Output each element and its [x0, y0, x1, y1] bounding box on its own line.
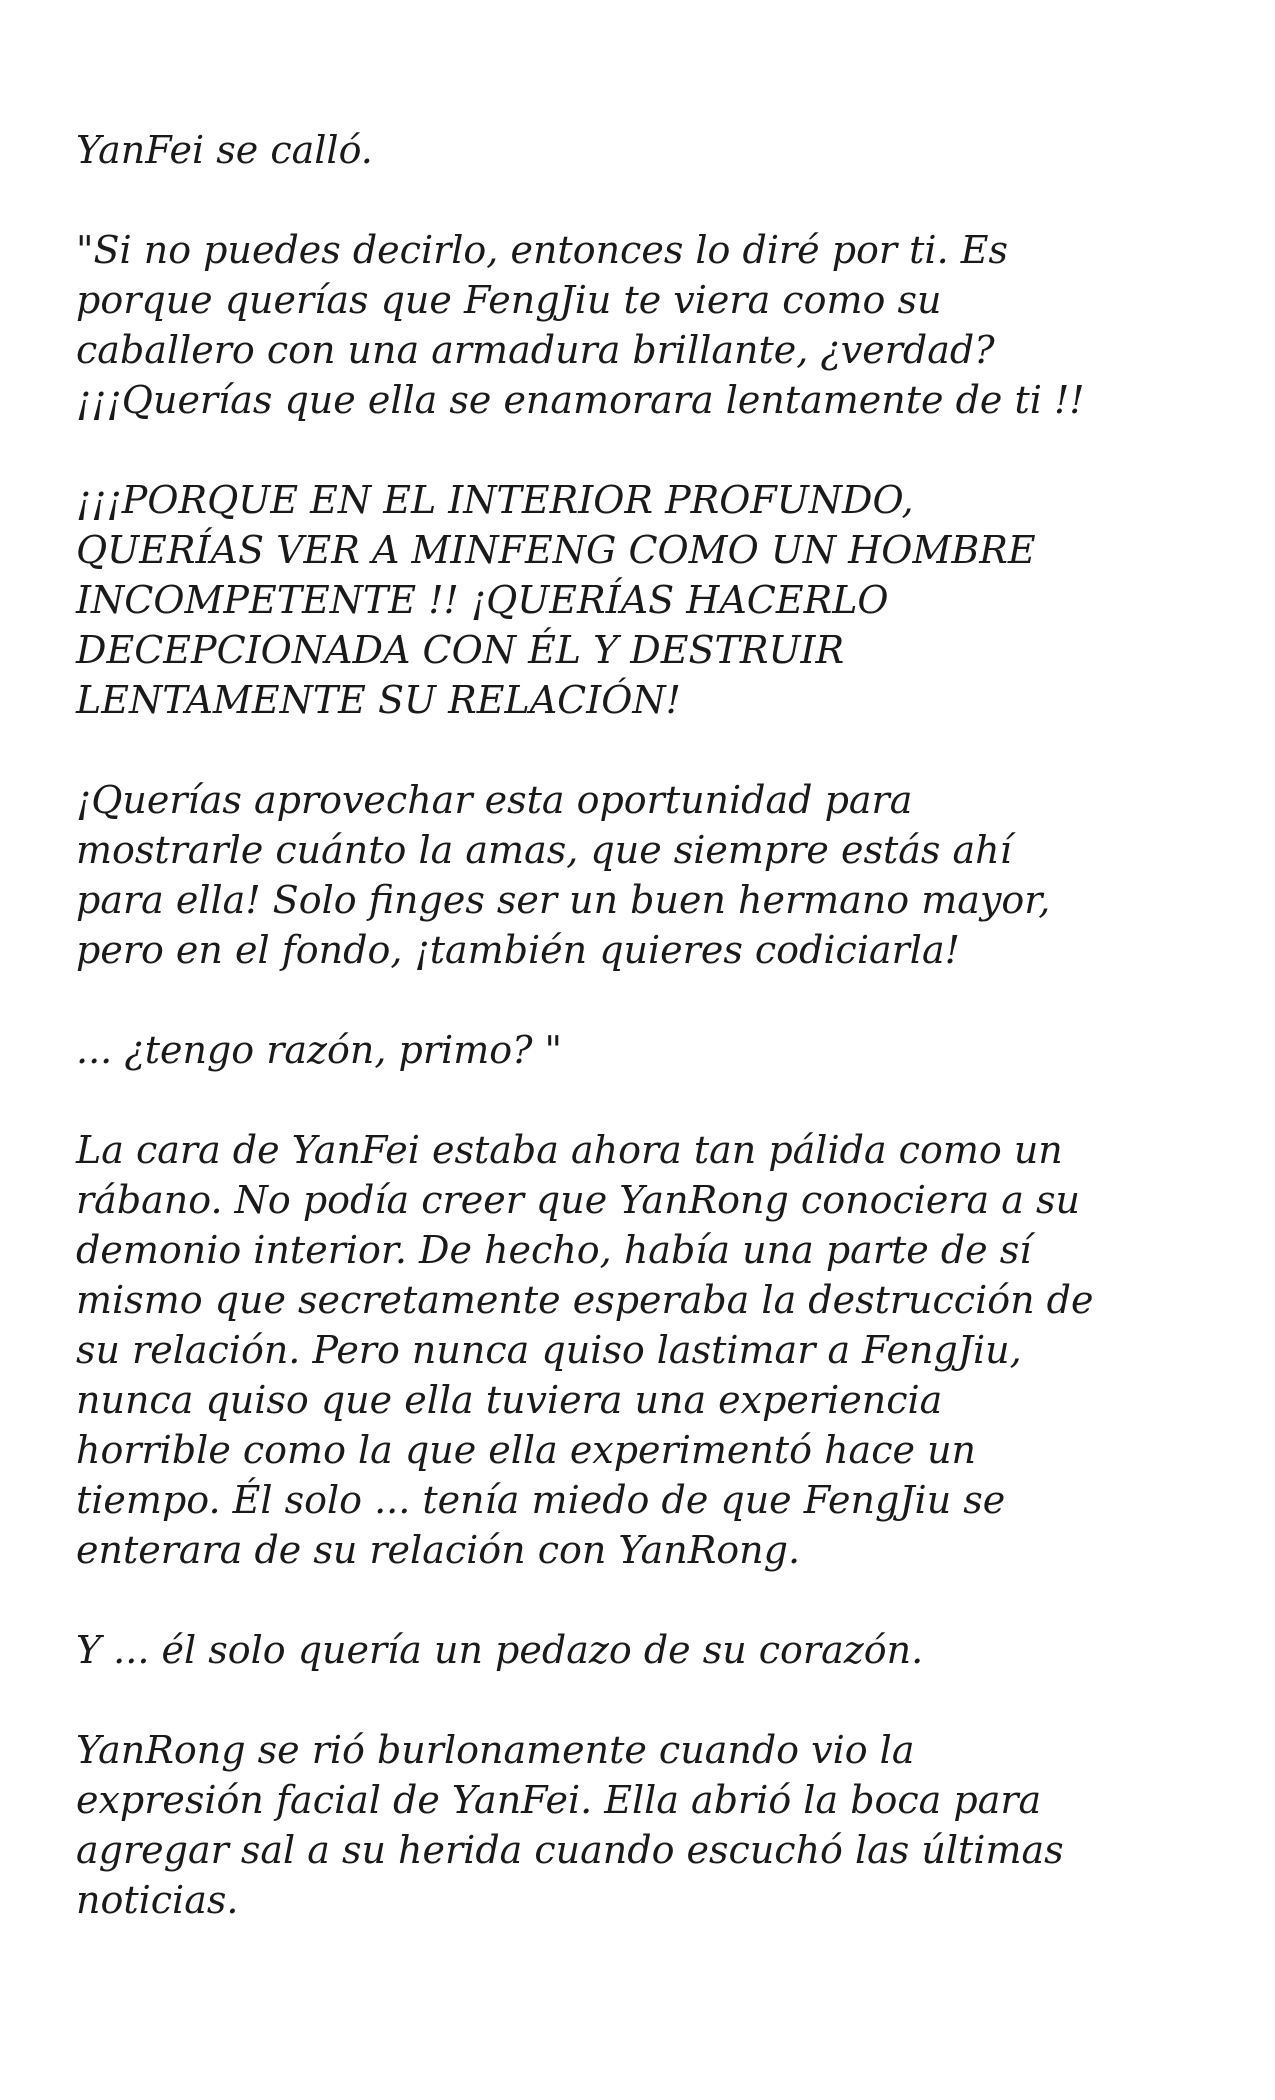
- text-line: YanRong se rió burlonamente cuando vio la: [76, 1728, 915, 1772]
- text-line: agregar sal a su herida cuando escuchó las últimas: [76, 1828, 1064, 1872]
- text-line: mostrarle cuánto la amas, que siempre estás ahí: [76, 828, 1012, 872]
- text-line: ¡¡¡Querías que ella se enamorara lentamente de ti !!: [76, 378, 1085, 422]
- text-line: pero en el fondo, ¡también quieres codiciarla!: [76, 928, 960, 972]
- paragraph: [76, 1625, 1226, 1675]
- text-line: mismo que secretamente esperaba la destrucción de: [76, 1278, 1094, 1322]
- text-line: La cara de YanFei estaba ahora tan pálida como un: [76, 1128, 1063, 1172]
- text-line: horrible como la que ella experimentó hace un: [76, 1428, 977, 1472]
- text-line: demonio interior. De hecho, había una parte de sí: [76, 1228, 1032, 1272]
- text-line: LENTAMENTE SU RELACIÓN!: [76, 678, 681, 722]
- text-line: ¡¡¡PORQUE EN EL INTERIOR PROFUNDO,: [76, 478, 914, 522]
- text-line: Y ... él solo quería un pedazo de su corazón.: [76, 1628, 924, 1672]
- text-line: noticias.: [76, 1878, 239, 1922]
- text-line: rábano. No podía creer que YanRong conociera a su: [76, 1178, 1080, 1222]
- text-line: QUERÍAS VER A MINFENG COMO UN HOMBRE: [76, 528, 1036, 572]
- text-line: expresión facial de YanFei. Ella abrió la boca para: [76, 1778, 1042, 1822]
- text-line: ... ¿tengo razón, primo? ": [76, 1028, 563, 1072]
- paragraph: [76, 125, 1226, 175]
- paragraph: [76, 1725, 1226, 1925]
- text-line: su relación. Pero nunca quiso lastimar a FengJiu,: [76, 1328, 1022, 1372]
- text-line: YanFei se calló.: [76, 128, 373, 172]
- text-column: [76, 125, 1226, 1975]
- text-line: porque querías que FengJiu te viera como su: [76, 278, 942, 322]
- text-line: DECEPCIONADA CON ÉL Y DESTRUIR: [76, 628, 845, 672]
- text-line: "Si no puedes decirlo, entonces lo diré por ti. Es: [76, 228, 1008, 272]
- text-line: enterara de su relación con YanRong.: [76, 1528, 801, 1572]
- paragraph: [76, 1025, 1226, 1075]
- text-line: para ella! Solo finges ser un buen hermano mayor,: [76, 878, 1051, 922]
- text-line: nunca quiso que ella tuviera una experiencia: [76, 1378, 943, 1422]
- paragraph: [76, 1125, 1226, 1575]
- text-line: INCOMPETENTE !! ¡QUERÍAS HACERLO: [76, 578, 889, 622]
- text-line: caballero con una armadura brillante, ¿verdad?: [76, 328, 995, 372]
- paragraph: [76, 775, 1226, 975]
- paragraph: [76, 225, 1226, 425]
- text-line: ¡Querías aprovechar esta oportunidad para: [76, 778, 913, 822]
- text-line: tiempo. Él solo ... tenía miedo de que FengJiu se: [76, 1478, 1006, 1522]
- paragraph: [76, 475, 1226, 725]
